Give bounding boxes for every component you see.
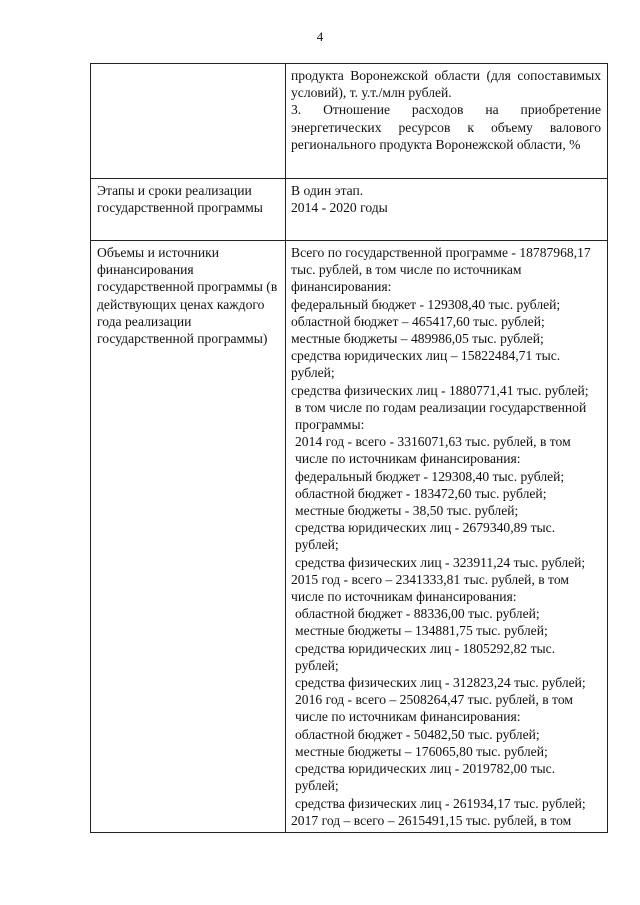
financing-line: местные бюджеты – 176065,80 тыс. рублей; — [295, 743, 548, 759]
row-value — [286, 179, 608, 241]
financing-line: средства юридических лиц - 2679340,89 тыс. рублей; — [295, 520, 556, 553]
table-row — [91, 241, 608, 833]
financing-line: областной бюджет - 183472,60 тыс. рублей; — [295, 485, 547, 501]
financing-line: средства физических лиц - 261934,17 тыс. рублей; — [295, 795, 586, 811]
row-label: Этапы и сроки реализации государственной программы — [91, 179, 286, 241]
financing-line: средства юридических лиц - 2019782,00 тыс. рублей; — [295, 761, 556, 794]
table-row — [91, 64, 608, 179]
financing-year-2017: 2017 год – всего – 2615491,15 тыс. рублей, в том — [291, 812, 572, 828]
financing-year-2016: 2016 год - всего – 2508264,47 тыс. рублей, в том числе по источникам финансирования: — [295, 692, 573, 725]
financing-line: областной бюджет - 50482,50 тыс. рублей; — [295, 726, 540, 742]
indicator-text-2-continued: продукта Воронежской области (для сопоставимых условий), т. у.т./млн рублей. — [291, 68, 601, 101]
financing-cell — [286, 241, 608, 833]
period-text: 2014 - 2020 годы — [291, 200, 388, 216]
financing-line: средства физических лиц - 1880771,41 тыс. рублей; — [291, 382, 589, 398]
program-passport-table — [90, 63, 608, 833]
financing-line: средства юридических лиц – 15822484,71 тыс. рублей; — [291, 348, 561, 381]
financing-year-2015: 2015 год - всего – 2341333,81 тыс. рублей, в том числе по источникам финансирования: — [291, 571, 569, 605]
financing-line: средства физических лиц - 312823,24 тыс. рублей; — [295, 675, 586, 691]
financing-line: в том числе по годам реализации государственной программы: — [295, 399, 587, 433]
financing-line: местные бюджеты – 134881,75 тыс. рублей; — [295, 623, 548, 639]
row-value — [286, 64, 608, 179]
financing-line: местные бюджеты – 489986,05 тыс. рублей; — [291, 331, 544, 347]
indicator-text-3: 3. Отношение расходов на приобретение энергетических ресурсов к объему валового регионального продукта Воронежской области, % — [291, 102, 601, 152]
financing-line: федеральный бюджет - 129308,40 тыс. рублей; — [295, 468, 565, 484]
financing-line: федеральный бюджет - 129308,40 тыс. рублей; — [291, 296, 561, 312]
row-label — [91, 64, 286, 179]
financing-line: средства физических лиц - 323911,24 тыс. рублей; — [295, 554, 586, 570]
financing-line: областной бюджет – 465417,60 тыс. рублей; — [291, 313, 545, 329]
page-number: 4 — [316, 29, 324, 44]
financing-line: средства юридических лиц - 1805292,82 тыс. рублей; — [295, 640, 556, 673]
stage-text: В один этап. — [291, 183, 364, 198]
financing-total: Всего по государственной программе - 18787968,17 тыс. рублей, в том числе по источникам финансирования: — [291, 245, 591, 295]
row-label: Объемы и источники финансирования государственной программы (в действующих ценах каждого года реализации государственной программы) — [91, 241, 286, 833]
table-row — [91, 179, 608, 241]
financing-line: областной бюджет - 88336,00 тыс. рублей; — [295, 606, 540, 622]
financing-year-2014: 2014 год - всего - 3316071,63 тыс. рублей, в том числе по источникам финансирования: — [295, 434, 571, 467]
financing-line: местные бюджеты - 38,50 тыс. рублей; — [295, 503, 519, 519]
